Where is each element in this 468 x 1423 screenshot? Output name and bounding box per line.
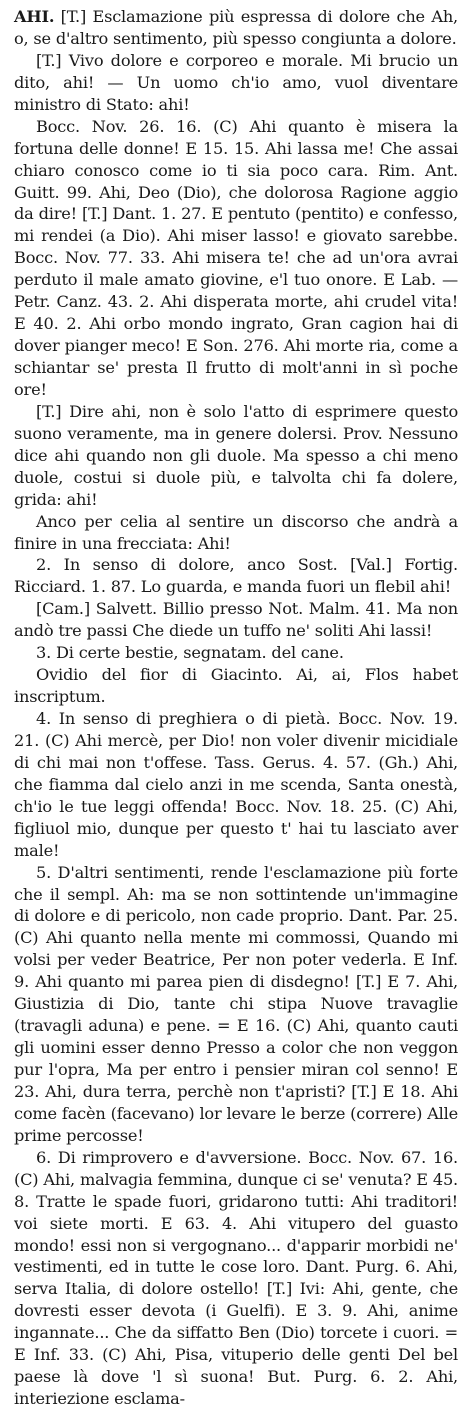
sense-4: 4. In senso di preghiera o di pietà. Bocc. Nov. 19. 21. (C) Ahi mercè, per Dio! non voler divenir micidiale di chi mai non t'offese. Tass. Gerus. 4. 57. (Gh.) Ahi, che fiamma dal cielo anzi in me scenda, Santa onestà, ch'io le tue leggi offenda! Bocc. Nov. 18. 25. (C) Ahi, figliuol mio, dunque per questo t' hai tu lasciato aver male! [14, 709, 458, 860]
sense-5: 5. D'altri sentimenti, rende l'esclamazione più forte che il sempl. Ah: ma se non sottintende un'immagine di dolore e di pericolo, non cade proprio. Dant. Par. 25. (C) Ahi quanto nella mente mi commossi, Quando mi volsi per veder Beatrice, Per non poter vederla. E Inf. 9. Ahi quanto mi parea pien di disdegno! [T.] E 7. Ahi, Giustizia di Dio, tante chi stipa Nuove travaglie (travagli aduna) e pene. = E 16. (C) Ahi, quanto cauti gli uomini esser denno Presso a color che non veggon pur l'opra, Ma per entro i pensier miran col senno! E 23. Ahi, dura terra, perchè non t'apristi? [T.] E 18. Ahi come facèn (facevano) lor levare le berze (correre) Alle prime percosse! [14, 862, 458, 1145]
headword: AHI. [14, 7, 55, 26]
sense-2-citation: [Cam.] Salvett. Billio presso Not. Malm. 41. Ma non andò tre passi Che diede un tuffo ne' soliti Ahi lassi! [14, 599, 458, 641]
sense-3-citation: Ovidio del fior di Giacinto. Ai, ai, Flos habet inscriptum. [14, 665, 458, 707]
sense-2: 2. In senso di dolore, anco Sost. [Val.] Fortig. Ricciard. 1. 87. Lo guarda, e manda fuori un flebil ahi! [14, 555, 458, 597]
note-dire-ahi: [T.] Dire ahi, non è solo l'atto di esprimere questo suono veramente, ma in genere dolersi. Prov. Nessuno dice ahi quando non gli duole. Ma spesso a chi meno duole, costui si duole più, e talvolta chi fa dolere, grida: ahi! [14, 401, 458, 509]
note-celia: Anco per celia al sentire un discorso che andrà a finire in una frecciata: Ahi! [14, 511, 458, 553]
sense-3: 3. Di certe bestie, segnatam. del cane. [36, 643, 344, 663]
entry-intro: [T.] Esclamazione più espressa di dolore che Ah, o, se d'altro sentimento, più spesso congiunta a dolore. [14, 7, 458, 48]
sense-physical-pain: [T.] Vivo dolore e corporeo e morale. Mi brucio un dito, ahi! — Un uomo ch'io amo, vuol diventare ministro di Stato: ahi! [14, 50, 458, 114]
citations-block-1: Bocc. Nov. 26. 16. (C) Ahi quanto è misera la fortuna delle donne! E 15. 15. Ahi lassa me! Che assai chiaro conosco come io ti sia poco cara. Rim. Ant. Guitt. 99. Ahi, Deo (Dio), che dolorosa Ragione aggio da dire! [T.] Dant. 1. 27. E pentuto (pentito) e confesso, mi rendei (a Dio). Ahi miser lasso! e giovato sarebbe. Bocc. Nov. 77. 33. Ahi misera te! che ad un'ora avrai perduto il male amato giovine, e'l tuo onore. E Lab. — Petr. Canz. 43. 2. Ahi disperata morte, ahi crudel vita! E 40. 2. Ahi orbo mondo ingrato, Gran cagion hai di dover pianger meco! E Son. 276. Ahi morte ria, come a schiantar se' presta Il frutto di molt'anni in sì poche ore! [14, 116, 458, 399]
entry-definition [14, 6, 458, 50]
sense-6: 6. Di rimprovero e d'avversione. Bocc. Nov. 67. 16. (C) Ahi, malvagia femmina, dunque ci se' venuta? E 45. 8. Tratte le spade fuori, gridarono tutti: Ahi traditori! voi siete morti. E 63. 4. Ahi vitupero del guasto mondo! essi non si vergognano... d'apparir morbidi ne' vestimenti, ed in tutte le cose loro. Dant. Purg. 6. Ahi, serva Italia, di dolore ostello! [T.] Ivi: Ahi, gente, che dovresti esser devota (i Guelfi). E 3. 9. Ahi, anime ingannate... Che da siffatto Ben (Dio) torcete i cuori. = E Inf. 33. (C) Ahi, Pisa, vituperio delle genti Del bel paese là dove 'l sì suona! But. Purg. 6. 2. Ahi, interiezione esclama- [14, 1147, 458, 1409]
